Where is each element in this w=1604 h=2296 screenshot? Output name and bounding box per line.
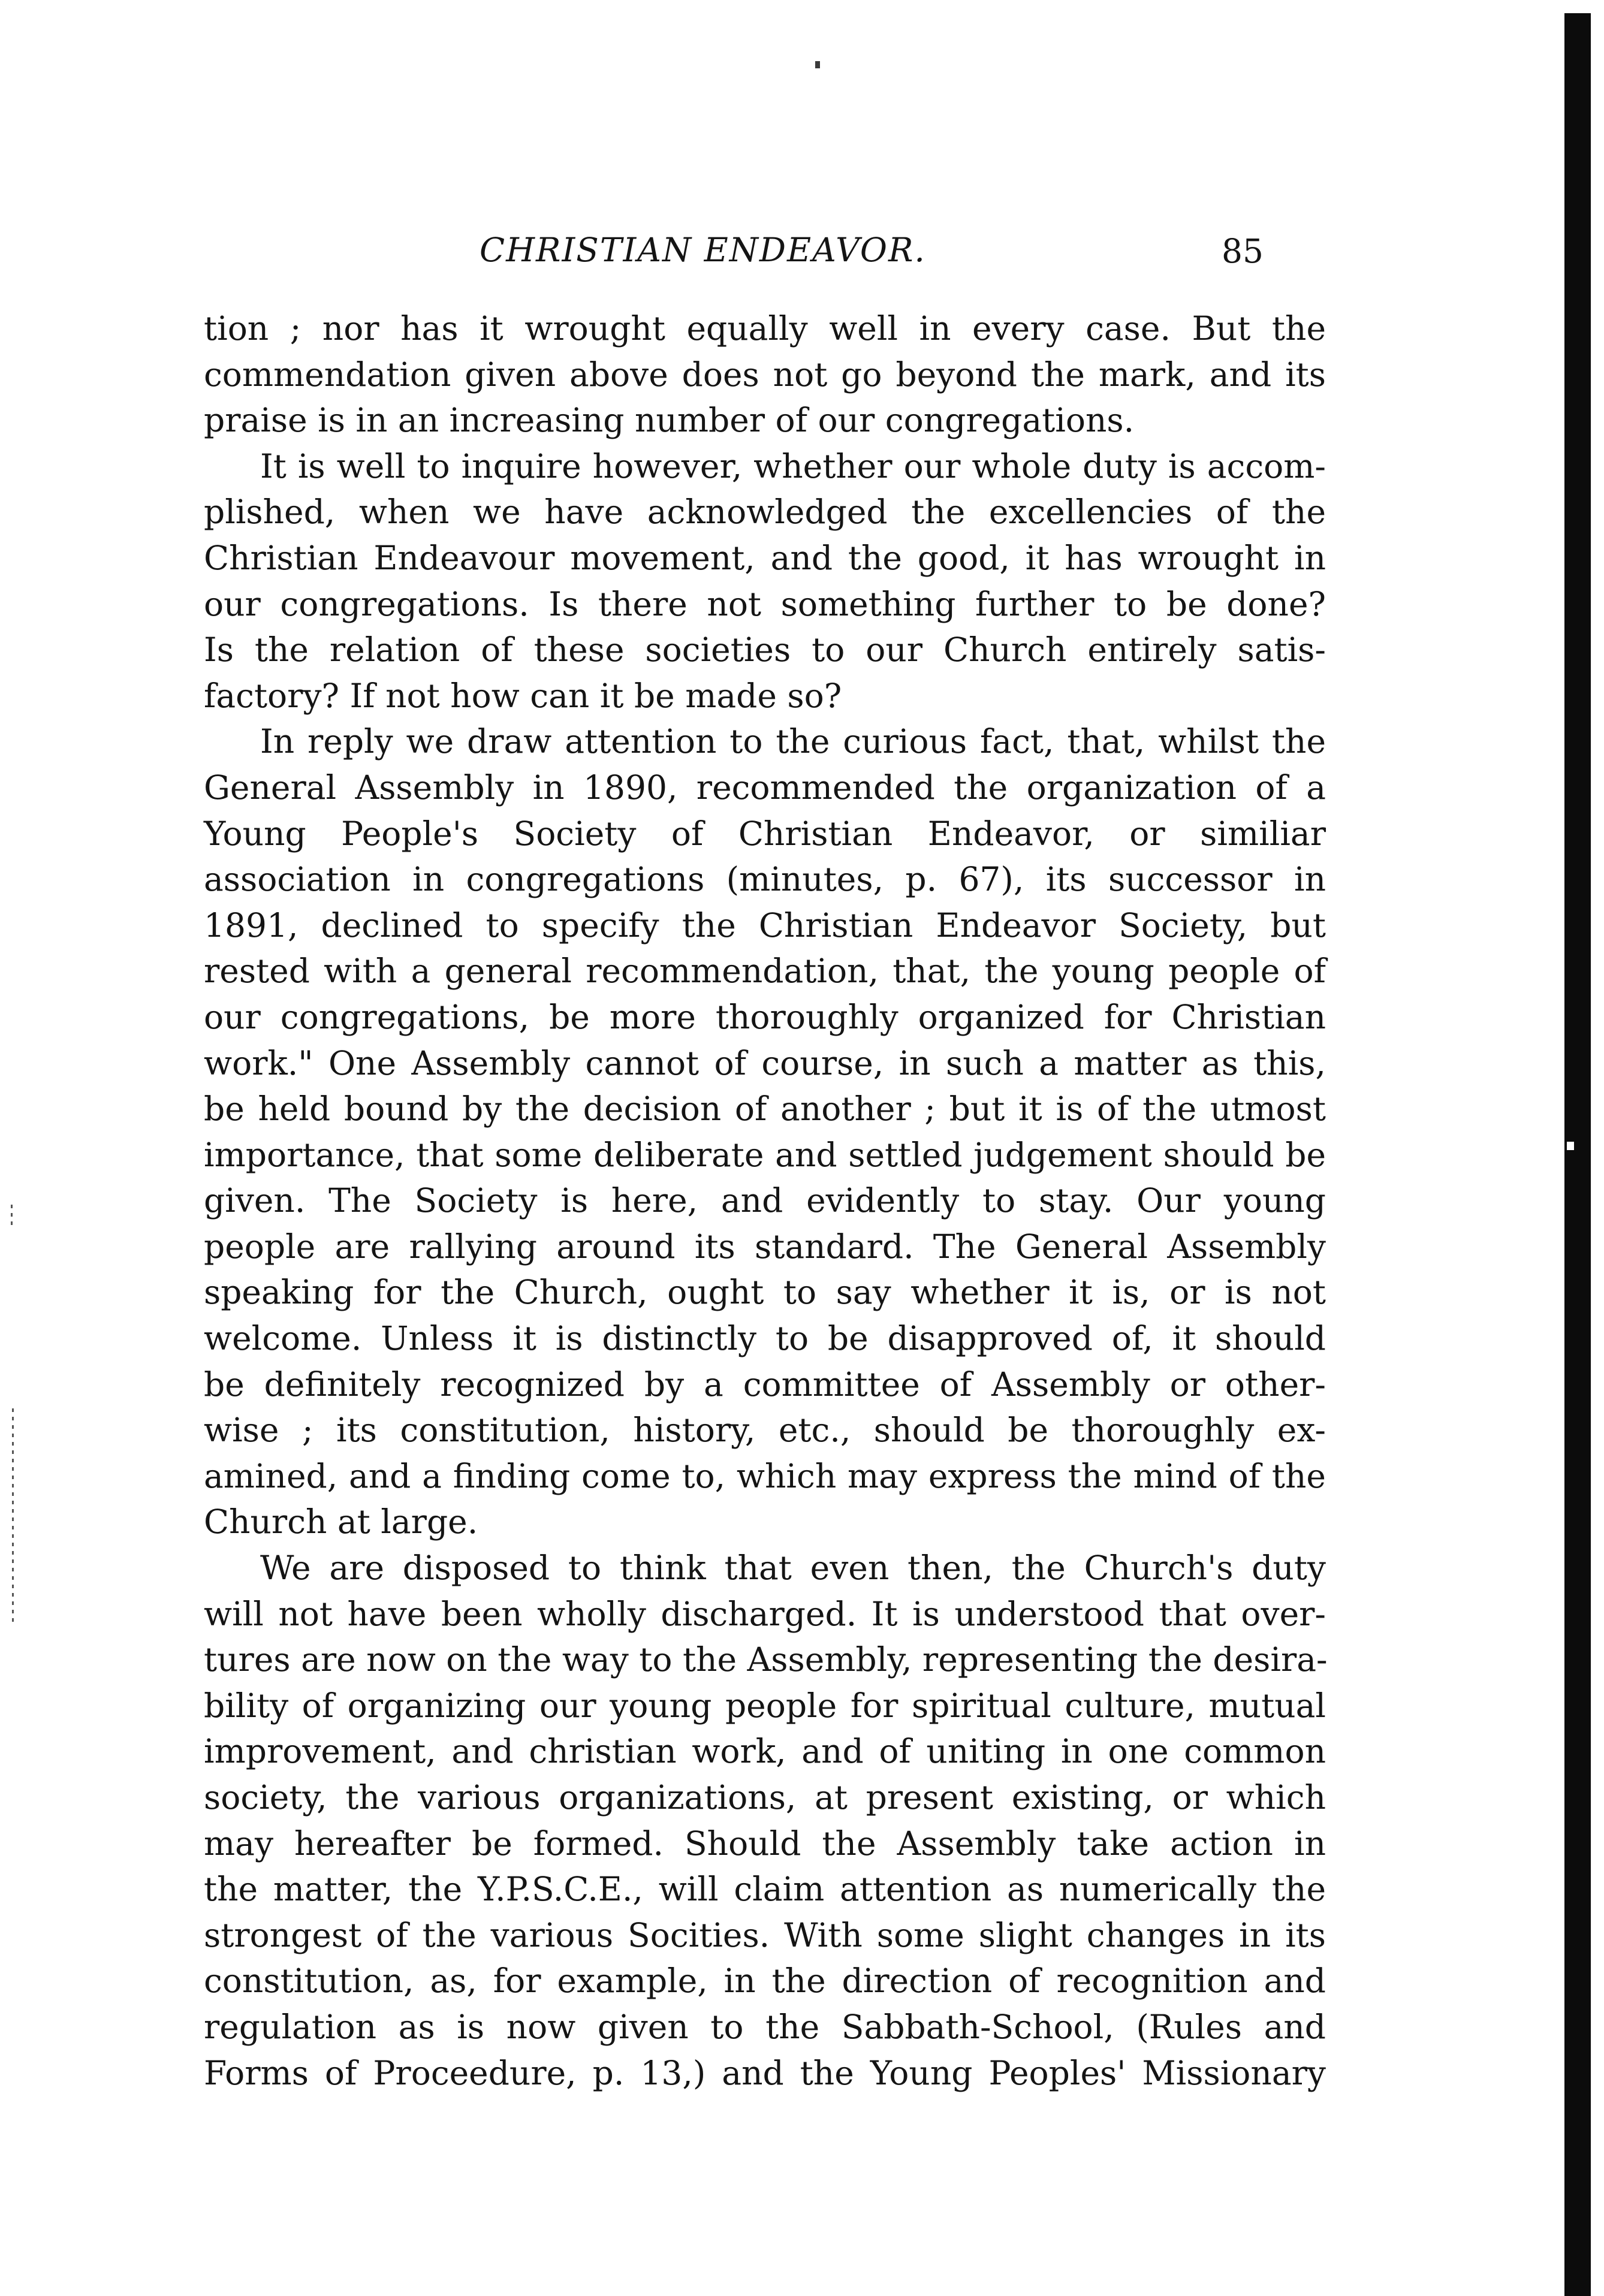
scan-speck xyxy=(1567,1142,1574,1150)
text-line: the matter, the Y.P.S.C.E., will claim attention as numerically the xyxy=(204,1870,1326,1909)
running-title: CHRISTIAN ENDEAVOR. xyxy=(480,231,926,269)
text-line: work." One Assembly cannot of course, in such a matter as this, xyxy=(204,1043,1326,1082)
page-header xyxy=(0,231,1604,279)
text-line: We are disposed to think that even then, the Church's duty xyxy=(260,1549,1326,1588)
text-line: amined, and a finding come to, which may express the mind of the xyxy=(204,1456,1326,1495)
text-line: In reply we draw attention to the curious fact, that, whilst the xyxy=(260,722,1326,761)
text-line: be held bound by the decision of another ; but it is of the utmost xyxy=(204,1090,1326,1129)
scan-edge-marks xyxy=(12,1408,14,1624)
text-line: be definitely recognized by a committee of Assembly or other- xyxy=(204,1365,1326,1404)
text-line: Is the relation of these societies to our Church entirely satis- xyxy=(204,630,1326,669)
text-line: Forms of Proceedure, p. 13,) and the Young Peoples' Missionary xyxy=(204,2053,1326,2092)
text-line: It is well to inquire however, whether our whole duty is accom- xyxy=(260,446,1326,485)
text-line: Christian Endeavour movement, and the good, it has wrought in xyxy=(204,538,1326,577)
text-line: praise is in an increasing number of our congregations. xyxy=(204,401,1135,440)
page-number: 85 xyxy=(1222,232,1264,270)
text-line: Young People's Society of Christian Endeavor, or similiar xyxy=(204,814,1326,853)
text-line: bility of organizing our young people for spiritual culture, mutual xyxy=(204,1686,1326,1725)
text-line: tion ; nor has it wrought equally well in every case. But the xyxy=(204,309,1326,348)
text-line: regulation as is now given to the Sabbath-School, (Rules and xyxy=(204,2007,1326,2046)
text-line: tures are now on the way to the Assembly, representing the desira- xyxy=(204,1640,1328,1679)
text-line: importance, that some deliberate and settled judgement should be xyxy=(204,1135,1326,1174)
text-line: factory? If not how can it be made so? xyxy=(204,676,842,715)
text-line: society, the various organizations, at present existing, or which xyxy=(204,1778,1326,1817)
text-line: given. The Society is here, and evidently to stay. Our young xyxy=(204,1181,1326,1220)
text-line: will not have been wholly discharged. It is understood that over- xyxy=(204,1594,1326,1633)
body-text xyxy=(204,306,1326,2096)
text-line: constitution, as, for example, in the direction of recognition and xyxy=(204,1962,1326,2001)
text-line: 1891, declined to specify the Christian Endeavor Society, but xyxy=(204,906,1326,945)
text-line: speaking for the Church, ought to say whether it is, or is not xyxy=(204,1273,1326,1312)
text-line: may hereafter be formed. Should the Assembly take action in xyxy=(204,1824,1326,1863)
text-line: commendation given above does not go beyond the mark, and its xyxy=(204,355,1326,394)
scan-edge-bar xyxy=(1564,13,1591,2296)
text-line: General Assembly in 1890, recommended the organization of a xyxy=(204,768,1326,807)
text-line: plished, when we have acknowledged the excellencies of the xyxy=(204,493,1326,532)
text-line: rested with a general recommendation, that, the young people of xyxy=(204,952,1326,991)
text-line: welcome. Unless it is distinctly to be disapproved of, it should xyxy=(204,1319,1326,1358)
text-line: people are rallying around its standard. The General Assembly xyxy=(204,1227,1326,1266)
scan-speck xyxy=(815,61,820,68)
text-line: our congregations, be more thoroughly organized for Christian xyxy=(204,997,1326,1036)
text-line: improvement, and christian work, and of uniting in one common xyxy=(204,1732,1326,1771)
text-line: association in congregations (minutes, p. 67), its successor in xyxy=(204,860,1326,899)
text-line: strongest of the various Socities. With some slight changes in its xyxy=(204,1915,1326,1954)
scan-edge-marks xyxy=(11,1205,13,1229)
text-line: our congregations. Is there not something further to be done? xyxy=(204,584,1326,623)
text-line: Church at large. xyxy=(204,1502,478,1541)
text-line: wise ; its constitution, history, etc., should be thoroughly ex- xyxy=(204,1411,1326,1450)
